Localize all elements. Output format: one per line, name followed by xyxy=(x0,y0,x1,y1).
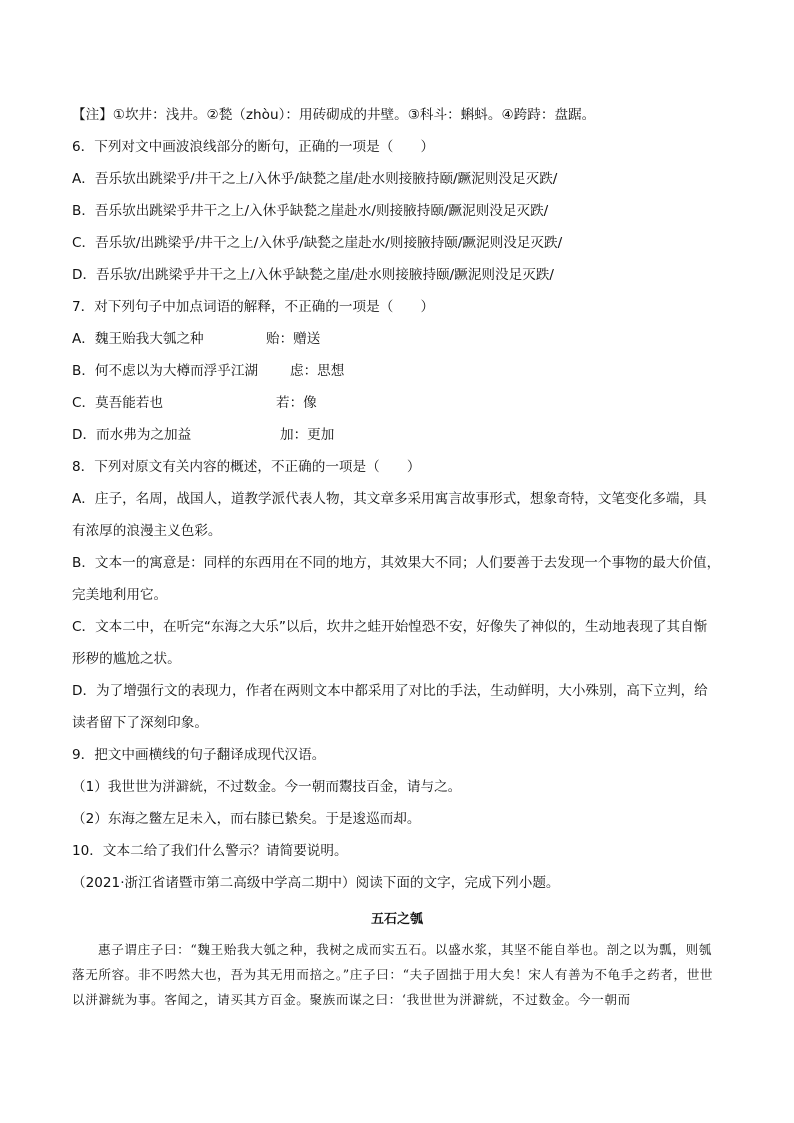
question-9-stem: 9．把文中画横线的句子翻译成现代汉语。 xyxy=(72,747,326,763)
option-gloss: 虑：思想 xyxy=(290,363,345,379)
question-7-option-a xyxy=(72,323,722,355)
question-8-stem: 8．下列对原文有关内容的概述，不正确的一项是（ ） xyxy=(72,459,421,475)
document-content xyxy=(72,99,722,1012)
question-6-option-a: A．吾乐欤出跳梁乎/井干之上/入休乎/缺甃之崖/赴水则接腋持颐/蹶泥则没足灭跌/ xyxy=(72,171,558,187)
question-8-option-c-line1: C．文本二中，在听完“东海之大乐”以后，坎井之蛙开始惶恐不安，好像失了神似的，生动地表现了其自惭 xyxy=(72,619,708,635)
question-7-option-b xyxy=(72,355,722,387)
question-8-option-b-line1: B．文本一的寓意是：同样的东西用在不同的地方，其效果大不同；人们要善于去发现一个事物的最大价值， xyxy=(72,555,721,571)
question-8-option-b-line2: 完美地利用它。 xyxy=(72,587,168,603)
question-7-stem: 7．对下列句子中加点词语的解释，不正确的一项是（ ） xyxy=(72,299,435,315)
passage-source: （2021·浙江省诸暨市第二高级中学高二期中）阅读下面的文字，完成下列小题。 xyxy=(72,875,560,891)
question-8-option-a-line2: 有浓厚的浪漫主义色彩。 xyxy=(72,523,222,539)
question-9-sentence-2: （2）东海之鳖左足未入，而右膝已絷矣。于是逡巡而却。 xyxy=(72,811,421,827)
option-gloss: 加：更加 xyxy=(280,427,335,443)
option-sentence: A．魏王贻我大瓠之种 xyxy=(72,331,204,347)
option-sentence: D．而水弗为之加益 xyxy=(72,427,192,443)
question-7-option-d xyxy=(72,419,722,451)
question-8-option-d-line2: 读者留下了深刻印象。 xyxy=(72,715,208,731)
question-9-sentence-1: （1）我世世为洴澼絖，不过数金。今一朝而鬻技百金，请与之。 xyxy=(72,779,462,795)
question-10-stem: 10．文本二给了我们什么警示？请简要说明。 xyxy=(72,843,348,859)
question-8-option-c-line2: 形秽的尴尬之状。 xyxy=(72,651,181,667)
question-8-option-d-line1: D．为了增强行文的表现力，作者在两则文本中都采用了对比的手法，生动鲜明，大小殊别，高下立判，给 xyxy=(72,683,708,699)
option-sentence: C．莫吾能若也 xyxy=(72,395,164,411)
question-6-stem: 6．下列对文中画波浪线部分的断句，正确的一项是（ ） xyxy=(72,139,435,155)
option-gloss: 若：像 xyxy=(276,395,317,411)
question-8-option-a-line1: A．庄子，名周，战国人，道教学派代表人物，其文章多采用寓言故事形式，想象奇特，文笔变化多端，具 xyxy=(72,491,707,507)
question-6-option-c: C．吾乐欤/出跳梁乎/井干之上/入休乎/缺甃之崖赴水/则接腋持颐/蹶泥则没足灭跌/ xyxy=(72,235,563,251)
question-6-option-d: D．吾乐欤/出跳梁乎井干之上/入休乎缺甃之崖/赴水则接腋持颐/蹶泥则没足灭跌/ xyxy=(72,267,554,283)
annotation-note: 【注】①坎井：浅井。②甃（zhòu）：用砖砌成的井壁。③科斗：蝌蚪。④跨跱：盘踞。 xyxy=(72,107,596,123)
passage-body: 惠子谓庄子曰：“魏王贻我大瓠之种，我树之成而实五石。以盛水浆，其坚不能自举也。剖之以为瓢，则瓠落无所容。非不呺然大也，吾为其无用而掊之。”庄子曰：“夫子固拙于用大矣！宋人有善为不龟手之药者，世世以洴澼絖为事。客闻之，请买其方百金。聚族而谋之曰：‘我世世为洴澼絖，不过数金。今一朝而 xyxy=(72,942,714,1007)
passage-title: 五石之瓠 xyxy=(370,912,423,927)
question-6-option-b: B．吾乐欤出跳梁乎井干之上/入休乎缺甃之崖赴水/则接腋持颐/蹶泥则没足灭跌/ xyxy=(72,203,549,219)
question-7-option-c xyxy=(72,387,722,419)
option-sentence: B．何不虑以为大樽而浮乎江湖 xyxy=(72,363,259,379)
option-gloss: 贻：赠送 xyxy=(266,331,321,347)
